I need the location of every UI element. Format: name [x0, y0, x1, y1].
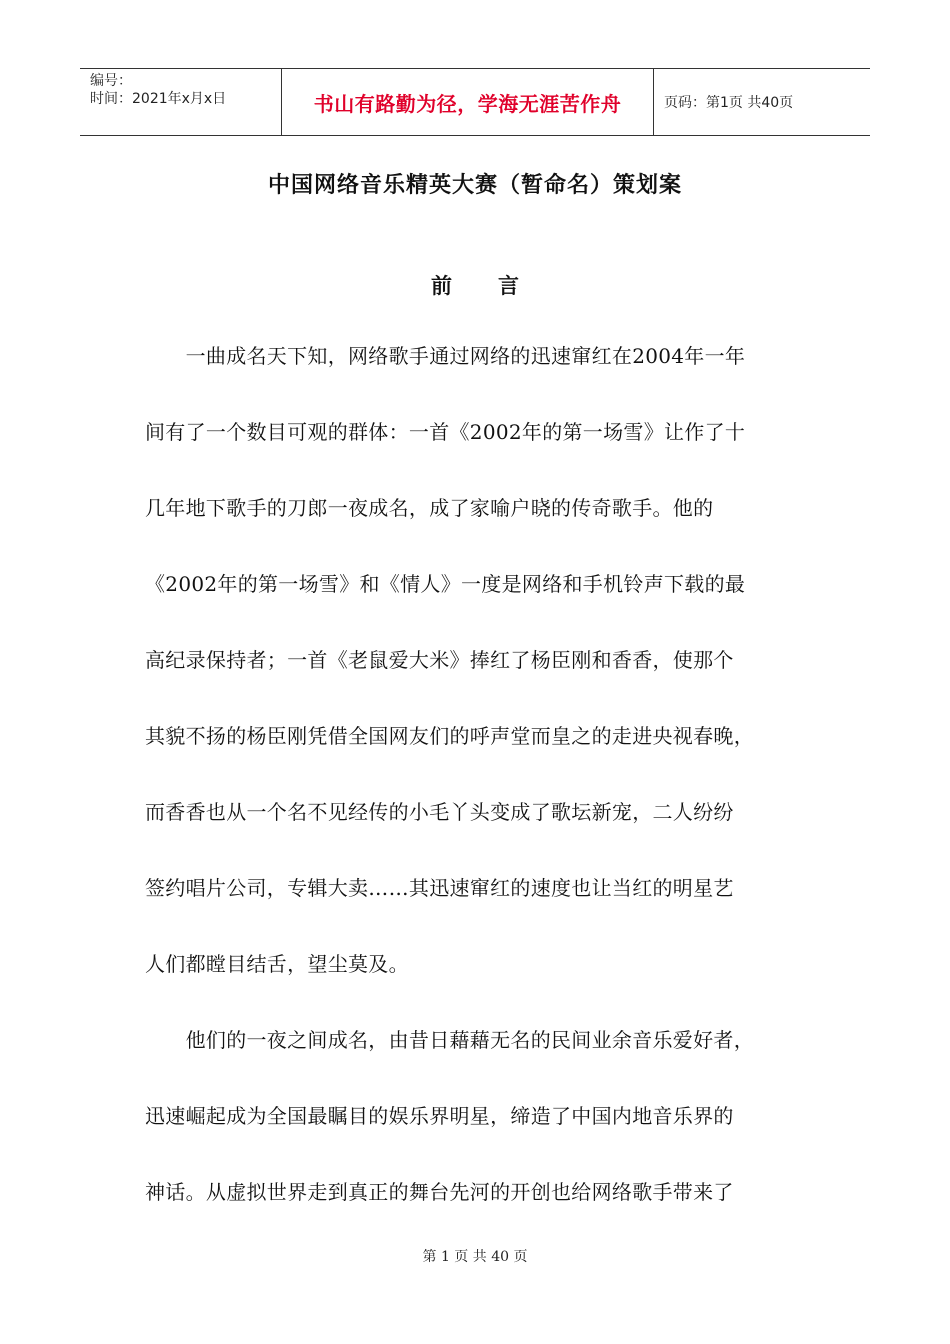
page-footer: 第 1 页 共 40 页 [422, 1249, 528, 1265]
paragraph-line: 神话。从虚拟世界走到真正的舞台先河的开创也给网络歌手带来了 [145, 1180, 734, 1204]
paragraph-line: 人们都瞠目结舌，望尘莫及。 [145, 952, 409, 976]
header-page-info: 页码：第1页 共40页 [664, 95, 794, 111]
paragraph-line: 他们的一夜之间成名，由昔日藉藉无名的民间业余音乐爱好者， [145, 1028, 754, 1052]
paragraph-line: 高纪录保持者；一首《老鼠爱大米》捧红了杨臣刚和香香，使那个 [145, 648, 734, 672]
document-date-label: 时间：2021年x月x日 [90, 91, 227, 107]
paragraph-line: 签约唱片公司，专辑大卖……其迅速窜红的速度也让当红的明星艺 [145, 876, 734, 900]
paragraph-line: 一曲成名天下知，网络歌手通过网络的迅速窜红在2004年一年 [145, 344, 746, 368]
paragraph-2 [145, 1002, 815, 1230]
paragraph-1 [145, 318, 815, 1002]
document-header [80, 68, 870, 136]
section-heading-preface [0, 270, 950, 300]
paragraph-line: 迅速崛起成为全国最瞩目的娱乐界明星，缔造了中国内地音乐界的 [145, 1104, 734, 1128]
paragraph-line: 几年地下歌手的刀郎一夜成名，成了家喻户晓的传奇歌手。他的 [145, 496, 714, 520]
document-title: 中国网络音乐精英大赛（暂命名）策划案 [267, 173, 682, 198]
section-heading-char-2: 言 [498, 274, 519, 298]
document-number-label: 编号： [90, 73, 132, 89]
paragraph-line: 其貌不扬的杨臣刚凭借全国网友们的呼声堂而皇之的走进央视春晚， [145, 724, 754, 748]
section-heading-char-1: 前 [431, 274, 452, 298]
paragraph-line: 《2002年的第一场雪》和《情人》一度是网络和手机铃声下载的最 [145, 572, 746, 596]
paragraph-line: 而香香也从一个名不见经传的小毛丫头变成了歌坛新宠，二人纷纷 [145, 800, 734, 824]
header-motto: 书山有路勤为径，学海无涯苦作舟 [281, 69, 654, 135]
header-meta [80, 69, 281, 135]
paragraph-line: 间有了一个数目可观的群体：一首《2002年的第一场雪》让作了十 [145, 420, 746, 444]
